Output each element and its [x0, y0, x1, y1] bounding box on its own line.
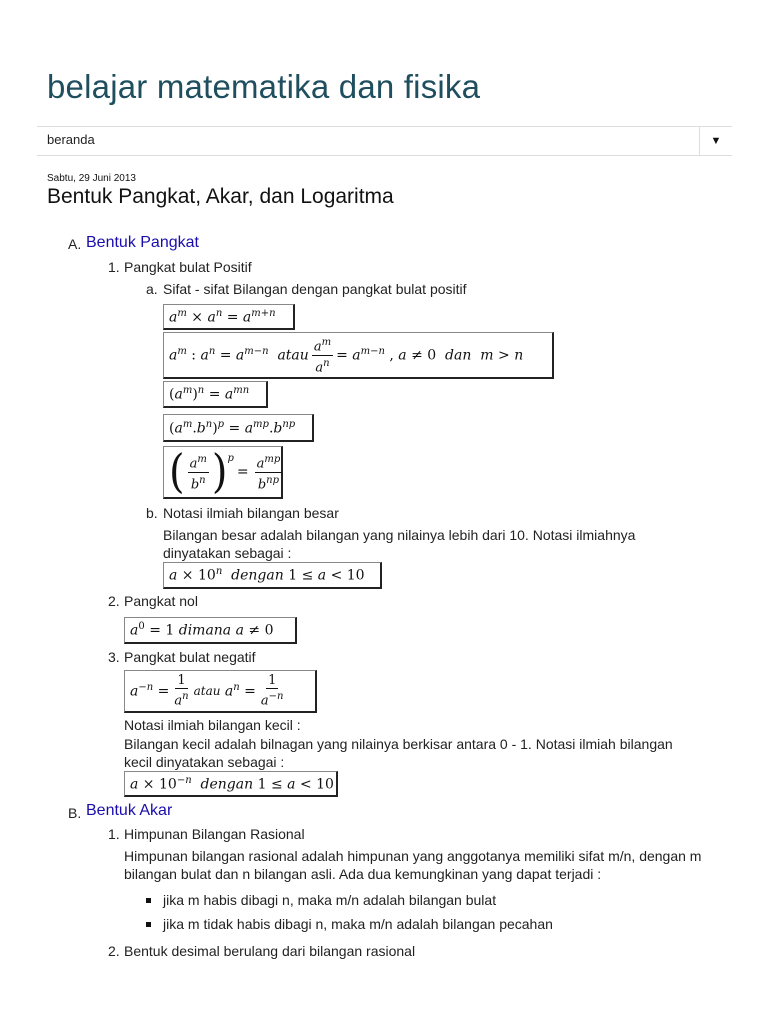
section-b-link[interactable]: Bentuk Akar	[86, 802, 173, 819]
item-b2-label: 2.	[108, 943, 120, 959]
section-a-label: A.	[68, 236, 82, 252]
item-a3-label: 3.	[108, 649, 120, 665]
formula-image-zero-power: $a^0 = 1$ dimana a ≠ 0	[124, 617, 297, 644]
section-a-link[interactable]: Bentuk Pangkat	[86, 234, 199, 251]
nav-home-link[interactable]: beranda	[47, 132, 95, 147]
list-item: jika m tidak habis dibagi n, maka m/n adalah bilangan pecahan	[163, 916, 553, 932]
formula-image-power-of-quotient: ( $\frac{a^m}{b^n}$ ) $^p$ = $\frac{a^{mp}}{b^{np}}$	[163, 446, 283, 499]
post-title: Bentuk Pangkat, Akar, dan Logaritma	[47, 185, 394, 208]
item-a1b-description: Bilangan besar adalah bilangan yang nilainya lebih dari 10. Notasi ilmiahnya dinyatakan sebagai :	[163, 527, 636, 561]
item-b1-label: 1.	[108, 826, 120, 842]
item-a3-title: Pangkat bulat negatif	[124, 649, 256, 665]
bullet-icon	[146, 922, 151, 927]
bullet-icon	[146, 898, 151, 903]
item-a2-label: 2.	[108, 593, 120, 609]
formula-image-negative-power: $a^{-n}$ = $\frac{1}{a^n}$ atau $a^n$ = $\frac{1}{a^{-n}}$	[124, 670, 317, 713]
section-b-label: B.	[68, 805, 82, 821]
formula-image-power-of-power: $(a^m)^n = a^{mn}$	[163, 381, 268, 408]
item-a1b-title: Notasi ilmiah bilangan besar	[163, 505, 339, 521]
blog-title[interactable]: belajar matematika dan fisika	[47, 68, 481, 105]
formula-image-product-rule: $a^m \times a^n = a^{m+n}$	[163, 304, 295, 330]
item-a1a-label: a.	[146, 281, 158, 297]
item-a3-note-description: Bilangan kecil adalah bilnagan yang nilainya berkisar antara 0 - 1. Notasi ilmiah bilangan kecil dinyatakan sebagai :	[124, 736, 673, 770]
item-a1-label: 1.	[108, 259, 120, 275]
list-item: jika m habis dibagi n, maka m/n adalah bilangan bulat	[163, 892, 497, 908]
item-a3-note-title: Notasi ilmiah bilangan kecil :	[124, 717, 301, 733]
page-navbar	[37, 126, 732, 156]
item-a2-title: Pangkat nol	[124, 593, 198, 609]
item-b1-title: Himpunan Bilangan Rasional	[124, 826, 305, 842]
item-a1b-label: b.	[146, 505, 158, 521]
formula-image-scientific-small: $a \times 10^{-n}$ dengan 1 ≤ a < 10	[124, 771, 338, 797]
formula-image-scientific-large: a × 10$^n$ dengan 1 ≤ a < 10	[163, 562, 382, 589]
dropdown-toggle-icon[interactable]: ▼	[699, 127, 732, 155]
formula-image-quotient-rule: $a^m$ : $a^n = a^{m-n}$ atau $\frac{a^m}{a^n}$ = $a^{m-n}$ , a ≠ 0 dan m > n	[163, 332, 554, 379]
item-b2-title: Bentuk desimal berulang dari bilangan rasional	[124, 943, 416, 959]
formula-image-power-of-product: $(a^m.b^n)^p = a^{mp}.b^{np}$	[163, 414, 314, 442]
item-b1-description: Himpunan bilangan rasional adalah himpunan yang anggotanya memiliki sifat m/n, dengan m bilangan bulat dan n bilangan asli. Ada dua kemungkinan yang dapat terjadi :	[124, 848, 702, 882]
item-a1-title: Pangkat bulat Positif	[124, 259, 252, 275]
item-a1a-title: Sifat - sifat Bilangan dengan pangkat bulat positif	[163, 281, 467, 297]
post-date: Sabtu, 29 Juni 2013	[47, 173, 136, 184]
